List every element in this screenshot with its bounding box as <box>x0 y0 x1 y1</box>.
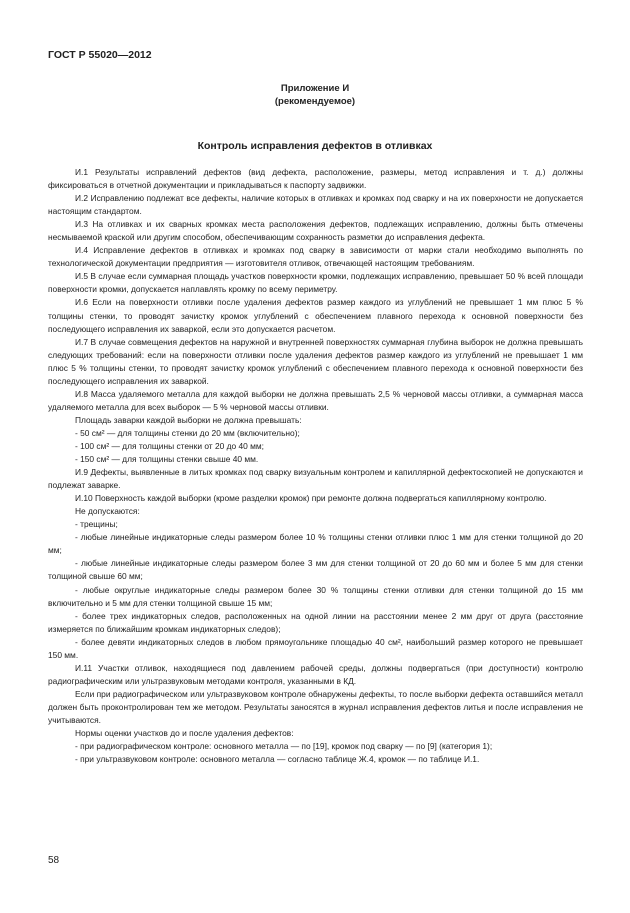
paragraph-i4: И.4 Исправление дефектов в отливках и кромках под сварку в зависимости от марки стали необходимо выполнять по технологической документации предприятия — изготовителя отливок, отвечающей настоящим требованиям. <box>48 245 583 269</box>
paragraph-norms: Нормы оценки участков до и после удаления дефектов: <box>75 728 294 739</box>
paragraph-defects-found: Если при радиографическом или ультразвуковом контроле обнаружены дефекты, то после выборки дефекта оставшийся металл должен быть проконтролирован тем же методом. Результаты заносятся в журнал исправления дефектов литья и после исправления не учитываются. <box>48 688 583 725</box>
list-item: - при ультразвуковом контроле: основного металла — согласно таблице Ж.4, кромок — по таблице И.1. <box>75 754 480 765</box>
paragraph-i2: И.2 Исправлению подлежат все дефекты, наличие которых в отливках и кромках под сварку и на их поверхности не допускается настоящим стандартом. <box>48 193 583 217</box>
paragraph-not-allowed: Не допускаются: <box>75 506 140 517</box>
paragraph-i1: И.1 Результаты исправлений дефектов (вид дефекта, расположение, размеры, метод исправления и т. д.) должны фиксироваться в отчетной документации и прикладываться к паспорту задвижки. <box>48 167 583 191</box>
paragraph-i7: И.7 В случае совмещения дефектов на наружной и внутренней поверхностях суммарная глубина выборок не должна превышать следующих требований: если на поверхности отливки после удаления дефектов размер каждого из углублений не превышает 1 мм плюс 5 % толщины стенки, то проводят зачистку кромок углублений с обеспечением плавного перехода к основной поверхности без последующего исправления их заваркой. <box>48 336 583 386</box>
standard-code: ГОСТ Р 55020—2012 <box>48 49 152 61</box>
paragraph-weld-area: Площадь заварки каждой выборки не должна превышать: <box>75 414 302 425</box>
list-item: - любые округлые индикаторные следы размером более 30 % толщины стенки отливки для стенки толщиной до 15 мм включительно и 5 мм для стенки толщиной свыше 15 мм; <box>48 584 583 608</box>
paragraph-i9: И.9 Дефекты, выявленные в литых кромках под сварку визуальным контролем и капиллярной дефектоскопией не допускаются и подлежат заварке. <box>48 467 583 491</box>
list-item: - любые линейные индикаторные следы размером более 10 % толщины стенки отливки плюс 1 мм для стенки толщиной до 20 мм; <box>48 532 583 556</box>
appendix-status: (рекомендуемое) <box>274 96 356 107</box>
body-text <box>48 166 583 766</box>
paragraph-i11: И.11 Участки отливок, находящиеся под давлением рабочей среды, должны подвергаться (при доступности) контролю радиографическим или ультразвуковым методами контроля, указанными в КД. <box>48 662 583 686</box>
list-item: - трещины; <box>75 519 118 530</box>
page-number: 58 <box>48 855 60 866</box>
list-item: - более трех индикаторных следов, расположенных на одной линии на расстоянии менее 2 мм друг от друга (расстояние измеряется по ближайшим кромкам индикаторных следов); <box>48 610 583 634</box>
list-item: - 100 см² — для толщины стенки от 20 до 40 мм; <box>75 440 264 451</box>
appendix-label: Приложение И <box>280 83 350 94</box>
paragraph-i5: И.5 В случае если суммарная площадь участков поверхности кромки, подлежащих исправлению, превышает 50 % всей площади поверхности кромки, допускается наплавлять кромку по всему периметру. <box>48 271 583 295</box>
list-item: - 150 см² — для толщины стенки свыше 40 мм. <box>75 454 259 465</box>
list-item: - более девяти индикаторных следов в любом прямоугольнике площадью 40 см², наибольший размер которого не превышает 150 мм. <box>48 636 583 660</box>
list-item: - при радиографическом контроле: основного металла — по [19], кромок под сварку — по [9] (категория 1); <box>75 741 493 752</box>
paragraph-i3: И.3 На отливках и их сварных кромках места расположения дефектов, подлежащих исправлению, должны быть отмечены несмываемой краской или другим способом, обеспечивающим сохранность разметки до исправления дефекта. <box>48 219 583 243</box>
section-title: Контроль исправления дефектов в отливках <box>197 140 433 152</box>
paragraph-i10: И.10 Поверхность каждой выборки (кроме разделки кромок) при ремонте должна подвергаться капиллярному контролю. <box>75 493 547 504</box>
list-item: - 50 см² — для толщины стенки до 20 мм (включительно); <box>75 427 300 438</box>
paragraph-i6: И.6 Если на поверхности отливки после удаления дефектов размер каждого из углублений не превышает 1 мм плюс 5 % толщины стенки, то проводят зачистку кромок углублений с обеспечением плавного перехода к основной поверхности без последующего исправления их заваркой, если это допускается расчетом. <box>48 297 583 334</box>
list-item: - любые линейные индикаторные следы размером более 3 мм для стенки толщиной от 20 до 60 мм и более 5 мм для стенки толщиной свыше 60 мм; <box>48 558 583 582</box>
paragraph-i8: И.8 Масса удаляемого металла для каждой выборки не должна превышать 2,5 % черновой массы отливки, а суммарная масса удаляемого металла для всех выборок — 5 % черновой массы отливки. <box>48 388 583 412</box>
